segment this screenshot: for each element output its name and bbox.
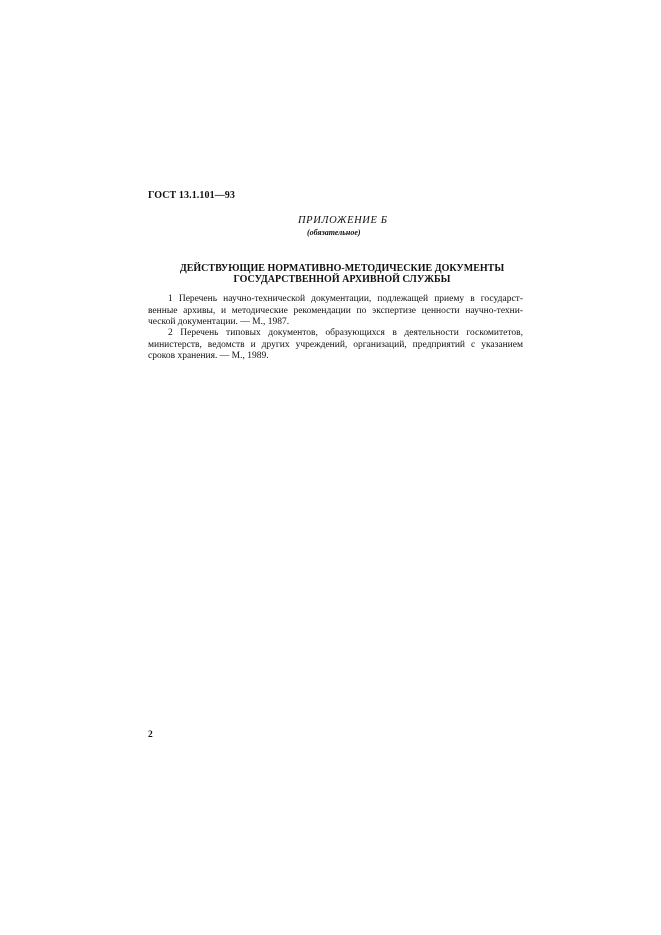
list-item-line: 1 Перечень научно-технической документации, подлежащей приему в государст- [168,294,523,304]
appendix-title: ПРИЛОЖЕНИЕ Б [298,215,388,226]
list-item-line: ческой документации. — М., 1987. [148,317,290,327]
list-item-line: 2 Перечень типовых документов, образующихся в деятельности госкомитетов, [168,328,523,338]
section-heading [148,263,536,285]
heading-line-1: ДЕЙСТВУЮЩИЕ НОРМАТИВНО-МЕТОДИЧЕСКИЕ ДОКУМЕНТЫ [179,263,505,274]
appendix-note: (обязательное) [307,228,361,237]
list-item-line: сроков хранения. — М., 1989. [148,351,269,361]
list-item-line: министерств, ведомств и других учреждений, организаций, предприятий с указанием [148,339,523,350]
list-item-line: венные архивы, и методические рекомендации по экспертизе ценности научно-техни- [148,305,523,316]
list-item [148,294,523,329]
page-number: 2 [148,730,153,740]
document-code: ГОСТ 13.1.101—93 [148,190,236,201]
list-item [148,328,523,363]
heading-line-2: ГОСУДАРСТВЕННОЙ АРХИВНОЙ СЛУЖБЫ [233,274,451,285]
